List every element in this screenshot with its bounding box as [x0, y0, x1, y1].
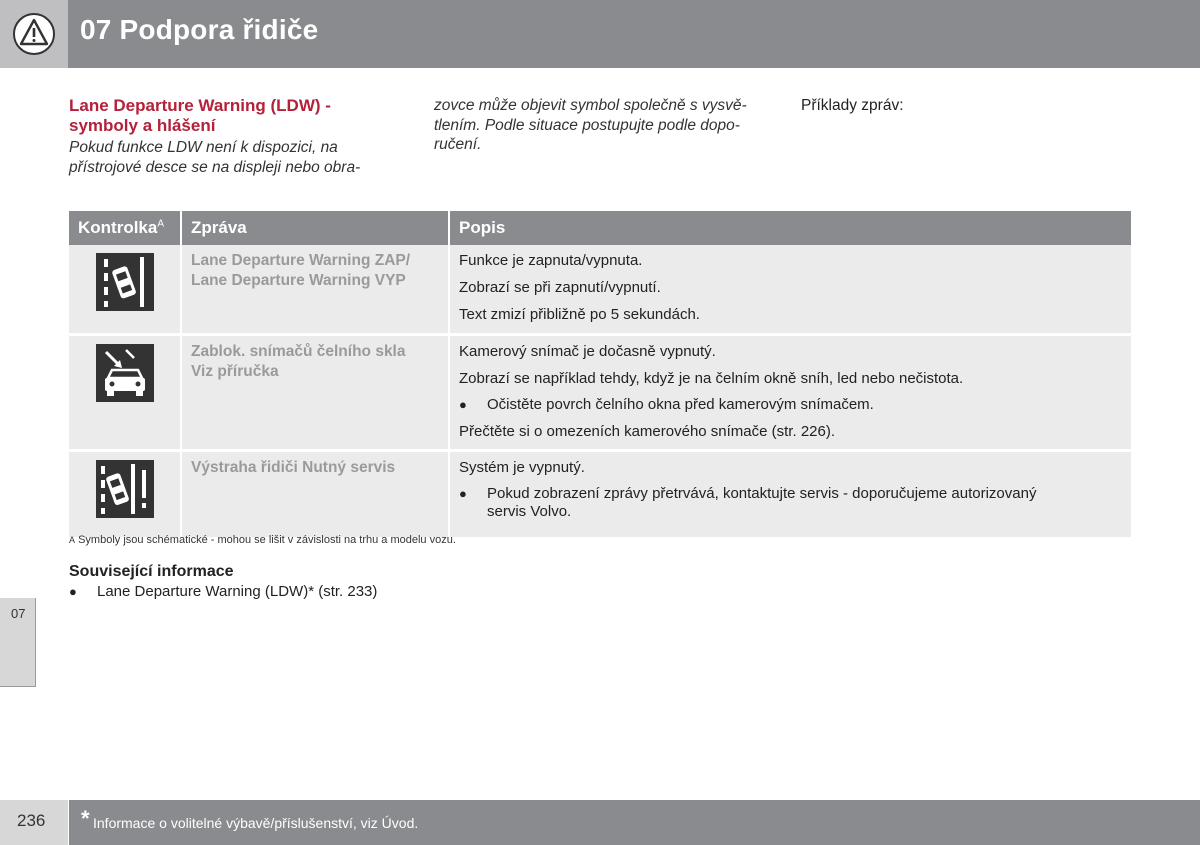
section-title — [69, 96, 389, 136]
intro-column-2 — [434, 96, 774, 155]
message-line: Výstraha řidiči Nutný servis — [191, 458, 396, 476]
examples-label: Příklady zpráv: — [801, 97, 904, 114]
description-text: Funkce je zapnuta/vypnuta. — [459, 252, 643, 269]
message-line: Lane Departure Warning ZAP/ — [191, 252, 411, 269]
warning-triangle-icon — [0, 0, 68, 68]
message-cell — [181, 334, 449, 450]
chapter-side-tab — [0, 598, 36, 687]
message-cell — [181, 450, 449, 538]
symbol-cell — [69, 450, 181, 538]
footer-note: Informace o volitelné výbavě/příslušenství, viz Úvod. — [93, 815, 419, 831]
description-text: Systém je vypnutý. — [459, 458, 585, 476]
bullet-text: Pokud zobrazení zprávy přetrvává, kontaktujte servis - doporučujeme autorizovaný servis Volvo. — [487, 484, 1037, 520]
footer-bar — [69, 800, 1200, 845]
asterisk-marker: * — [81, 806, 90, 831]
column-header-popis: Popis — [449, 211, 1131, 245]
table-header-row — [69, 211, 1131, 245]
related-link[interactable]: Lane Departure Warning (LDW)* (str. 233) — [97, 583, 378, 600]
section-title-line2: symboly a hlášení — [69, 116, 216, 135]
intro-text-1 — [69, 138, 389, 177]
description-cell — [449, 334, 1131, 450]
chapter-title: 07 Podpora řidiče — [80, 14, 319, 45]
related-info-item[interactable] — [69, 583, 377, 601]
intro-text-2-line3: ručení. — [434, 136, 482, 153]
chapter-icon-box — [0, 0, 68, 68]
footnote-text: Symboly jsou schématické - mohou se lišit v závislosti na trhu a modelu vozu. — [78, 534, 456, 546]
lane-departure-icon — [96, 253, 154, 311]
message-text — [191, 251, 439, 291]
related-info-title: Související informace — [69, 563, 234, 580]
column-header-zprava: Zpráva — [181, 211, 449, 245]
bullet-dot-icon: ● — [459, 396, 467, 412]
bullet-dot-icon: ● — [69, 584, 77, 599]
intro-text-1-line2: přístrojové desce se na displeji nebo obra- — [69, 158, 361, 176]
description-text: Text zmizí přibližně po 5 sekundách. — [459, 306, 700, 323]
table-row — [69, 245, 1131, 334]
description-text: Kamerový snímač je dočasně vypnutý. — [459, 342, 716, 360]
intro-column-1 — [69, 96, 389, 177]
description-cell — [449, 245, 1131, 334]
message-line: Zablok. snímačů čelního skla — [191, 342, 406, 360]
bullet-text: Očistěte povrch čelního okna před kamerovým snímačem. — [487, 395, 874, 413]
lane-departure-warning-service-icon — [96, 460, 154, 518]
intro-text-2-line2: tlením. Podle situace postupujte podle dopo- — [434, 116, 740, 134]
bullet-dot-icon: ● — [459, 485, 467, 501]
symbol-cell — [69, 334, 181, 450]
message-text — [191, 458, 439, 478]
description-text: Zobrazí se při zapnutí/vypnutí. — [459, 279, 661, 296]
chapter-header — [0, 0, 1200, 68]
message-line: Lane Departure Warning VYP — [191, 272, 406, 289]
footnote-marker: A — [69, 535, 76, 545]
intro-text-2-line1: zovce může objevit symbol společně s vysvě- — [434, 97, 747, 114]
chapter-number: 07 — [11, 606, 26, 621]
messages-table — [69, 211, 1131, 540]
table-footnote — [69, 534, 456, 546]
table-row — [69, 334, 1131, 450]
footnote-marker: A — [157, 218, 165, 230]
intro-text-1-line1: Pokud funkce LDW není k dispozici, na — [69, 139, 338, 156]
page-number: 236 — [17, 811, 46, 830]
camera-blocked-icon — [96, 344, 154, 402]
page-number-box — [0, 800, 68, 845]
section-title-line1: Lane Departure Warning (LDW) - — [69, 96, 331, 115]
message-cell — [181, 245, 449, 334]
bullet-item — [459, 396, 1122, 414]
message-text — [191, 342, 439, 382]
message-line: Viz příručka — [191, 362, 279, 380]
description-cell — [449, 450, 1131, 538]
table-row — [69, 450, 1131, 538]
description-text: Zobrazí se například tehdy, když je na čelním okně sníh, led nebo nečistota. — [459, 369, 964, 387]
bullet-item — [459, 485, 1122, 521]
intro-column-3 — [801, 96, 1121, 116]
symbol-cell — [69, 245, 181, 334]
description-text: Přečtěte si o omezeních kamerového snímače (str. 226). — [459, 422, 836, 440]
column-header-kontrolka: Kontrolka$^A$ — [69, 211, 181, 245]
